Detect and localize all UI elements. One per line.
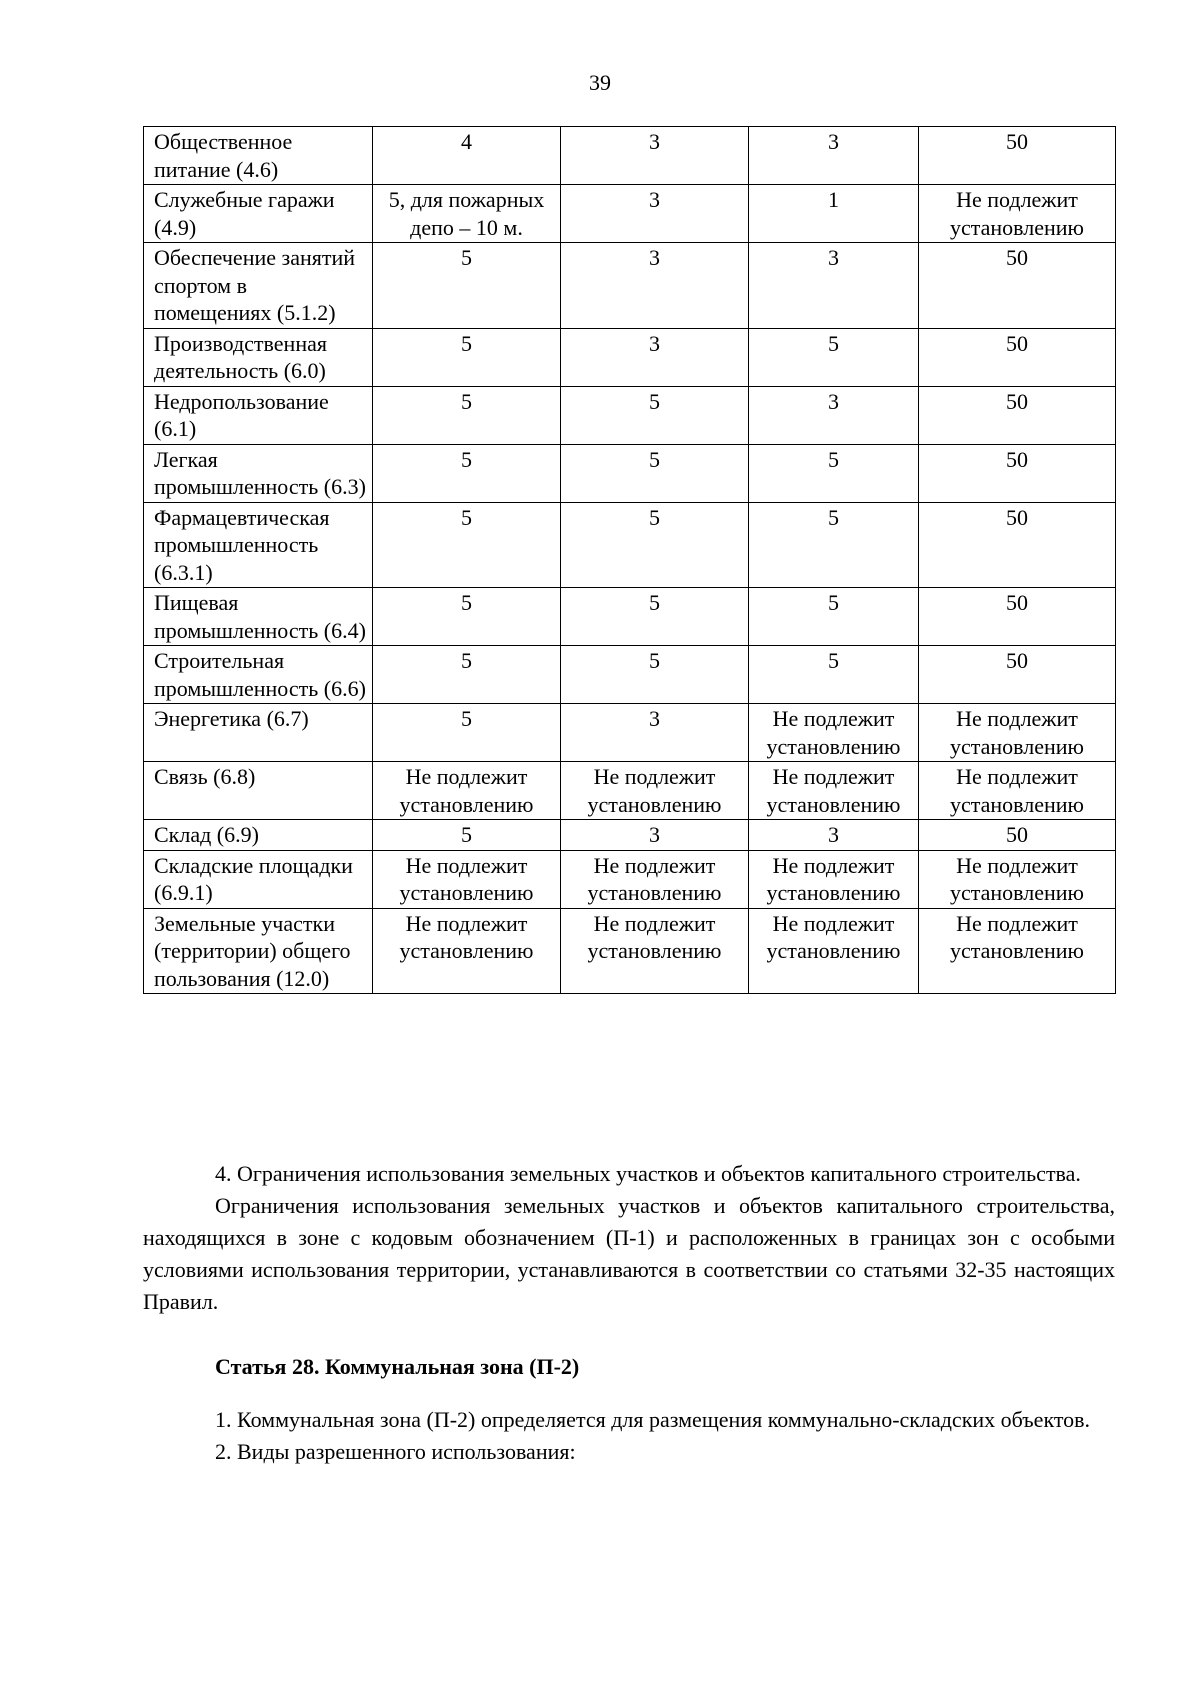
table-row — [144, 502, 1116, 588]
table-row — [144, 762, 1116, 820]
table-cell-value: 3 — [749, 127, 919, 185]
table-cell-value: Не подлежит установлению — [373, 762, 561, 820]
table-cell-value: Не подлежит установлению — [919, 850, 1116, 908]
table-cell-value: 50 — [919, 328, 1116, 386]
table-cell-value: 3 — [749, 820, 919, 851]
table-cell-value: Не подлежит установлению — [373, 908, 561, 994]
table-cell-use-name: Общественное питание (4.6) — [144, 127, 373, 185]
table-cell-use-name: Земельные участки (территории) общего пользования (12.0) — [144, 908, 373, 994]
table-row — [144, 127, 1116, 185]
table-row — [144, 820, 1116, 851]
article-28-title: Статья 28. Коммунальная зона (П-2) — [215, 1354, 580, 1379]
table-cell-use-name: Обеспечение занятий спортом в помещениях (5.1.2) — [144, 243, 373, 329]
table-cell-value: Не подлежит установлению — [919, 908, 1116, 994]
article-28-item-1: 1. Коммунальная зона (П-2) определяется для размещения коммунально-складских объектов. — [215, 1407, 1091, 1432]
table-cell-value: 3 — [561, 328, 749, 386]
table-cell-value: 5 — [561, 502, 749, 588]
table-cell-use-name: Фармацевтическая промышленность (6.3.1) — [144, 502, 373, 588]
table-cell-value: Не подлежит установлению — [749, 704, 919, 762]
table-cell-value: 3 — [561, 820, 749, 851]
table-cell-value: 3 — [561, 243, 749, 329]
table-cell-value: 5 — [561, 386, 749, 444]
table-cell-value: Не подлежит установлению — [561, 850, 749, 908]
table-cell-value: 5, для пожарных депо – 10 м. — [373, 185, 561, 243]
table-cell-value: 3 — [561, 704, 749, 762]
table-cell-use-name: Недропользование (6.1) — [144, 386, 373, 444]
table-cell-value: 3 — [749, 243, 919, 329]
table-cell-value: 5 — [373, 502, 561, 588]
table-cell-value: 5 — [373, 386, 561, 444]
table-cell-value: Не подлежит установлению — [561, 908, 749, 994]
table-cell-use-name: Связь (6.8) — [144, 762, 373, 820]
table-cell-use-name: Энергетика (6.7) — [144, 704, 373, 762]
page-number: 39 — [589, 70, 611, 95]
table-row — [144, 328, 1116, 386]
article-28-item-2: 2. Виды разрешенного использования: — [215, 1439, 576, 1464]
table-cell-use-name: Производственная деятельность (6.0) — [144, 328, 373, 386]
table-cell-value: 5 — [373, 328, 561, 386]
table-cell-value: Не подлежит установлению — [373, 850, 561, 908]
table-cell-value: 50 — [919, 646, 1116, 704]
table-cell-use-name: Склад (6.9) — [144, 820, 373, 851]
table-row — [144, 243, 1116, 329]
table-cell-value: 5 — [749, 502, 919, 588]
table-cell-value: 50 — [919, 386, 1116, 444]
table-cell-value: 1 — [749, 185, 919, 243]
table-cell-use-name: Служебные гаражи (4.9) — [144, 185, 373, 243]
table-cell-value: 50 — [919, 502, 1116, 588]
table-cell-value: 5 — [373, 243, 561, 329]
table-cell-value: 5 — [373, 646, 561, 704]
table-row — [144, 386, 1116, 444]
table-cell-value: 50 — [919, 243, 1116, 329]
table-cell-value: Не подлежит установлению — [749, 850, 919, 908]
table-cell-value: 5 — [561, 444, 749, 502]
table-cell-value: Не подлежит установлению — [561, 762, 749, 820]
table-cell-use-name: Пищевая промышленность (6.4) — [144, 588, 373, 646]
table-cell-value: 5 — [561, 646, 749, 704]
table-cell-value: Не подлежит установлению — [919, 185, 1116, 243]
table-cell-value: 50 — [919, 588, 1116, 646]
table-row — [144, 908, 1116, 994]
table-row — [144, 704, 1116, 762]
table-cell-value: 5 — [373, 820, 561, 851]
table-cell-value: 5 — [749, 588, 919, 646]
table-row — [144, 185, 1116, 243]
table-row — [144, 850, 1116, 908]
table-cell-value: 5 — [373, 704, 561, 762]
table-cell-value: Не подлежит установлению — [919, 762, 1116, 820]
table-cell-use-name: Складские площадки (6.9.1) — [144, 850, 373, 908]
table-cell-use-name: Легкая промышленность (6.3) — [144, 444, 373, 502]
table-cell-value: Не подлежит установлению — [749, 908, 919, 994]
table-cell-use-name: Строительная промышленность (6.6) — [144, 646, 373, 704]
table-cell-value: Не подлежит установлению — [919, 704, 1116, 762]
table-cell-value: Не подлежит установлению — [749, 762, 919, 820]
table-cell-value: 5 — [561, 588, 749, 646]
table-row — [144, 444, 1116, 502]
section-4-body: Ограничения использования земельных участков и объектов капитального строительства, находящихся в зоне с кодовым обозначением (П-1) и расположенных в границах зон с особыми условиями использования территории, устанавливаются в соответствии со статьями 32-35 настоящих Правил. — [143, 1193, 1115, 1314]
article-28-body — [143, 1404, 1115, 1468]
table-cell-value: 5 — [373, 444, 561, 502]
table-cell-value: 5 — [749, 328, 919, 386]
table-cell-value: 4 — [373, 127, 561, 185]
zoning-parameters-table — [143, 126, 1116, 994]
section-4-heading: 4. Ограничения использования земельных участков и объектов капитального строительства. — [215, 1161, 1081, 1186]
table-cell-value: 3 — [561, 127, 749, 185]
section-4 — [143, 1158, 1115, 1318]
table-cell-value: 5 — [373, 588, 561, 646]
table-row — [144, 588, 1116, 646]
table-cell-value: 3 — [561, 185, 749, 243]
table-cell-value: 5 — [749, 444, 919, 502]
table-cell-value: 5 — [749, 646, 919, 704]
table-cell-value: 50 — [919, 444, 1116, 502]
table-cell-value: 3 — [749, 386, 919, 444]
table-row — [144, 646, 1116, 704]
table-cell-value: 50 — [919, 820, 1116, 851]
table-cell-value: 50 — [919, 127, 1116, 185]
